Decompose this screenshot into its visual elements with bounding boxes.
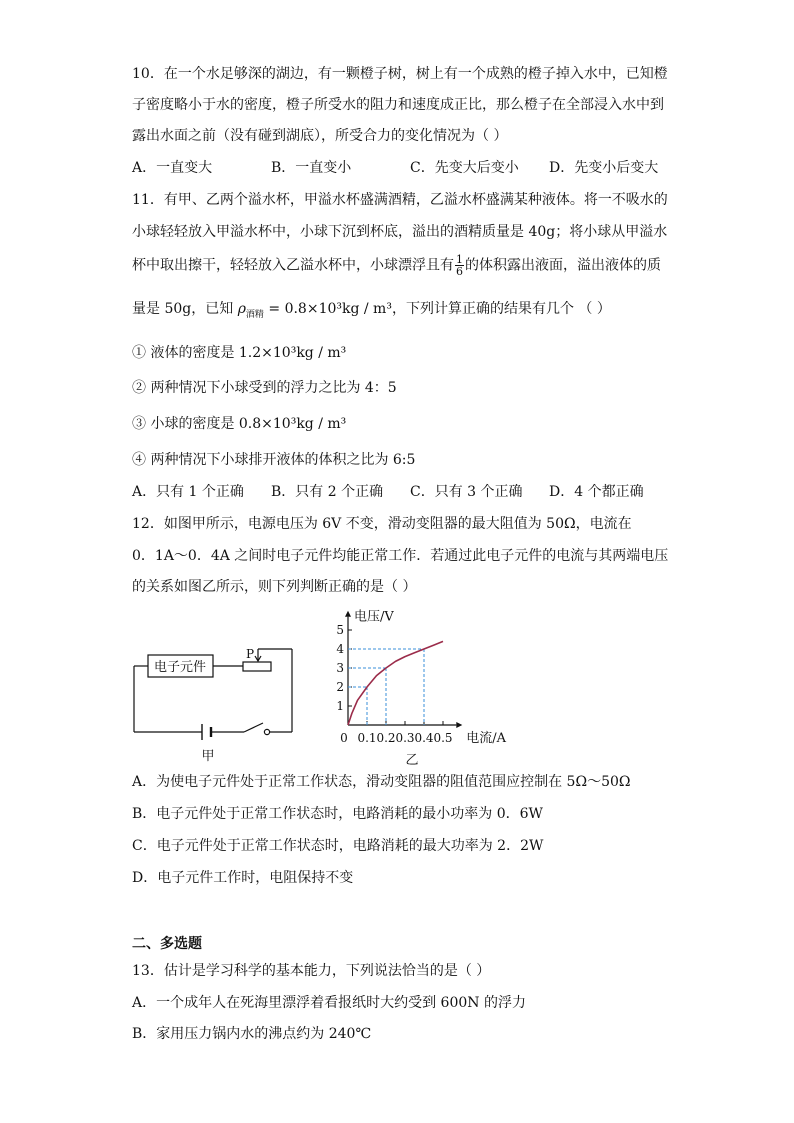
q13-line-1: 13．估计是学习科学的基本能力，下列说法恰当的是（ ） xyxy=(132,963,491,979)
q12-option-a: A．为使电子元件处于正常工作状态，滑动变阻器的阻值范围应控制在 5Ω～50Ω xyxy=(132,774,631,790)
x-tick-label: 0.5 xyxy=(433,731,453,745)
q10-line-2: 子密度略小于水的密度，橙子所受水的阻力和速度成正比，那么橙子在全部浸入水中到 xyxy=(132,97,664,113)
q12-line-3: 的关系如图乙所示，则下列判断正确的是（ ） xyxy=(132,579,417,595)
q11-option-c: C．只有 3 个正确 xyxy=(410,484,523,500)
slider-label: P xyxy=(246,647,255,661)
x-tick-label: 0.1 xyxy=(357,731,377,745)
x-tick-label: 0 xyxy=(340,731,348,745)
q11-line-4b: = 0.8×10³kg / m³，下列计算正确的结果有几个 （ ） xyxy=(263,301,611,317)
q11-statement-2: ② 两种情况下小球受到的浮力之比为 4：5 xyxy=(132,380,397,396)
q10-option-c: C．先变大后变小 xyxy=(410,160,519,176)
y-tick-label: 3 xyxy=(336,661,344,675)
q11-line-1: 11．有甲、乙两个溢水杯，甲溢水杯盛满酒精，乙溢水杯盛满某种液体。将一不吸水的 xyxy=(132,192,668,208)
q10-line-3: 露出水面之前（没有碰到湖底），所受合力的变化情况为（ ） xyxy=(132,128,508,144)
q13-option-b: B．家用压力锅内水的沸点约为 240℃ xyxy=(132,1026,372,1042)
x-axis-arrow xyxy=(456,722,462,728)
q11-line-3 xyxy=(132,254,661,277)
x-tick-label: 0.3 xyxy=(395,731,415,745)
q11-line-4 xyxy=(132,299,611,325)
y-axis-label: 电压/V xyxy=(354,609,394,625)
q12-option-c: C．电子元件处于正常工作状态时，电路消耗的最大功率为 2．2W xyxy=(132,838,544,854)
q12-line-2: 0．1A～0．4A 之间时电子元件均能正常工作．若通过此电子元件的电流与其两端电压 xyxy=(132,548,669,564)
chart-label: 乙 xyxy=(405,753,419,768)
rho-subscript: 酒精 xyxy=(245,309,264,320)
component-label: 电子元件 xyxy=(153,660,207,675)
q13-option-a: A．一个成年人在死海里漂浮着看报纸时大约受到 600N 的浮力 xyxy=(132,995,526,1011)
u-i-curve xyxy=(348,641,443,725)
q11-statement-1: ① 液体的密度是 1.2×10³kg / m³ xyxy=(132,345,347,361)
q10-option-d: D．先变小后变大 xyxy=(549,160,659,176)
voltage-current-chart xyxy=(330,600,530,770)
rho-symbol: ρ xyxy=(237,301,246,317)
x-axis-label: 电流/A xyxy=(466,731,507,746)
q10-option-a: A．一直变大 xyxy=(132,160,213,176)
fraction-numerator: 1 xyxy=(456,253,463,266)
y-tick-label: 1 xyxy=(336,699,344,713)
switch-contact xyxy=(264,729,269,734)
q12-option-b: B．电子元件处于正常工作状态时，电路消耗的最小功率为 0．6W xyxy=(132,806,543,822)
q12-line-1: 12．如图甲所示，电源电压为 6V 不变，滑动变阻器的最大阻值为 50Ω，电流在 xyxy=(132,516,632,532)
y-tick-label: 4 xyxy=(336,642,344,656)
fraction-denominator: 6 xyxy=(456,265,463,278)
y-axis-arrow xyxy=(345,611,351,617)
section-title: 二、多选题 xyxy=(132,936,202,952)
y-tick-label: 2 xyxy=(336,680,344,694)
x-tick-label: 0.2 xyxy=(376,731,396,745)
q11-statement-3: ③ 小球的密度是 0.8×10³kg / m³ xyxy=(132,416,347,432)
q11-line-4a: 量是 50g，已知 xyxy=(132,301,238,317)
q11-line-3b: 的体积露出液面，溢出液体的质 xyxy=(465,257,661,274)
q10-option-b: B．一直变小 xyxy=(271,160,352,176)
q12-option-d: D．电子元件工作时，电阻保持不变 xyxy=(132,870,354,886)
circuit-label: 甲 xyxy=(201,749,215,764)
q11-statement-4: ④ 两种情况下小球排开液体的体积之比为 6:5 xyxy=(132,452,416,468)
q11-option-a: A．只有 1 个正确 xyxy=(132,484,244,500)
switch-blade xyxy=(244,723,263,732)
y-tick-label: 5 xyxy=(336,623,344,637)
q11-line-3a: 杯中取出擦干，轻轻放入乙溢水杯中，小球漂浮且有 xyxy=(132,257,454,274)
q11-option-b: B．只有 2 个正确 xyxy=(271,484,384,500)
q10-line-1: 10．在一个水足够深的湖边，有一颗橙子树，树上有一个成熟的橙子掉入水中，已知橙 xyxy=(132,66,668,82)
fraction xyxy=(455,254,464,277)
q11-line-2: 小球轻轻放入甲溢水杯中，小球下沉到杯底，溢出的酒精质量是 40g；将小球从甲溢水 xyxy=(132,224,668,240)
circuit-diagram xyxy=(120,640,305,770)
q11-option-d: D．4 个都正确 xyxy=(549,484,644,500)
x-tick-label: 0.4 xyxy=(414,731,434,745)
rheostat-box xyxy=(243,662,271,671)
